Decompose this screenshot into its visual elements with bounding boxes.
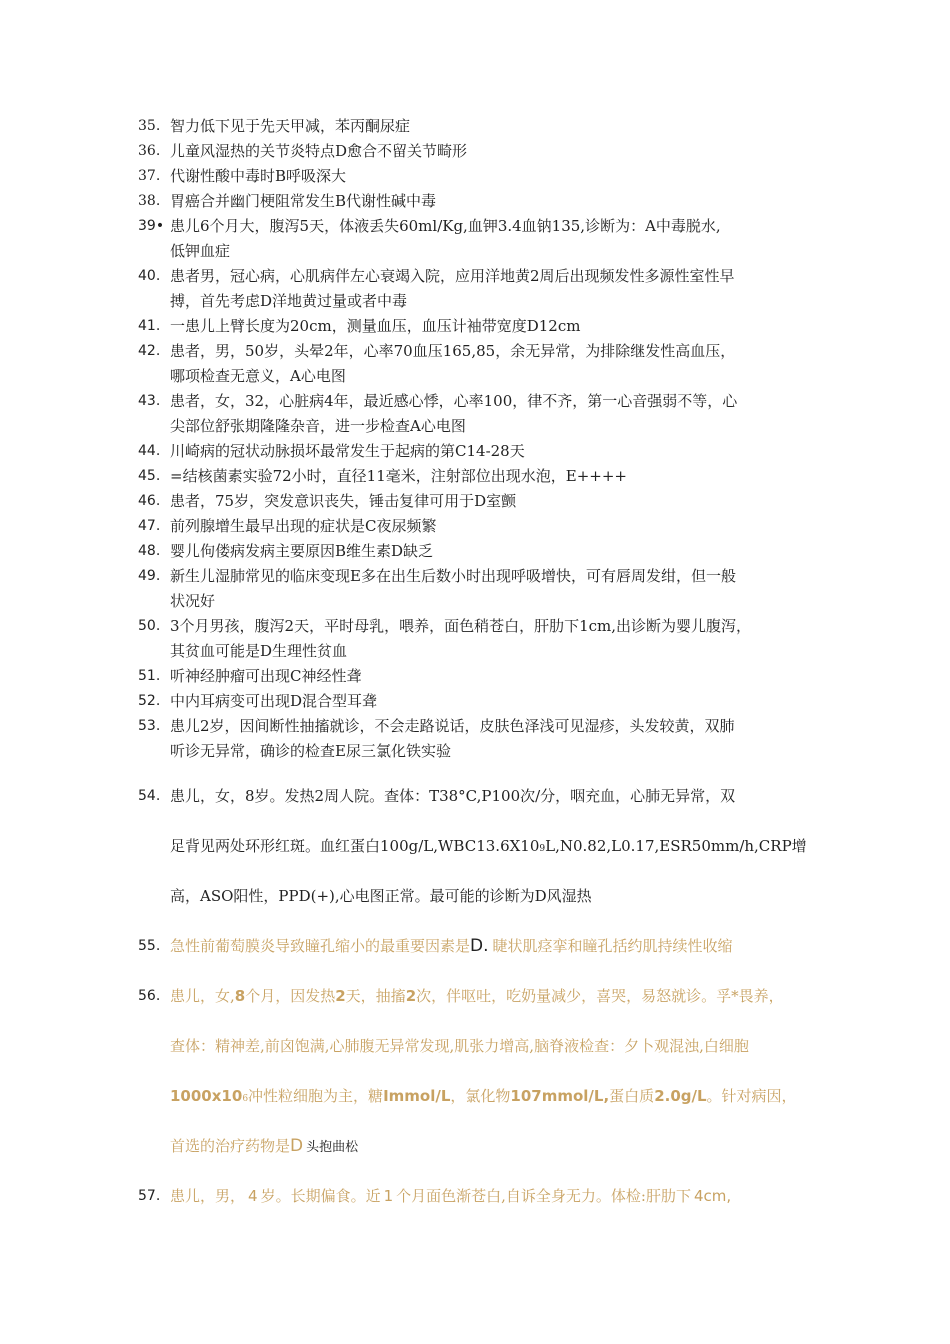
text-fragment: 蛋白质 (609, 1087, 655, 1105)
question-text-line: 低钾血症 (170, 242, 231, 260)
question-text-line: 中内耳病变可出现D混合型耳聋 (170, 692, 378, 710)
question-stem: 首选的治疗药物是 (170, 1137, 291, 1155)
question-number: 44. (138, 443, 161, 459)
question-number: 50. (138, 618, 161, 634)
question-text-line: 听神经肿瘤可出现C神经性聋 (170, 667, 362, 685)
question-number: 41. (138, 318, 161, 334)
text-fragment: 患儿，女, (170, 987, 235, 1005)
question-number: 40. (138, 268, 161, 284)
question-text-line: 婴儿佝偻病发病主要原因B维生素D缺乏 (170, 542, 434, 560)
text-fragment: 。针对病因， (706, 1087, 797, 1105)
text-fragment: 次，伴呕吐，吃奶量减少，喜哭，易怒就诊。孚*畏养， (416, 987, 784, 1005)
question-text-line: 哪项检查无意义，A心电图 (170, 367, 346, 385)
text-fragment: 天，抽搐 (345, 987, 406, 1005)
question-number: 37. (138, 168, 161, 184)
question-text-line (170, 834, 807, 862)
question-text-line: 高，ASO阳性，PPD(+),心电图正常。最可能的诊断为D风湿热 (170, 887, 592, 905)
question-text-line: 智力低下见于先天甲减，苯丙酮尿症 (170, 117, 411, 135)
subscript: 9 (539, 844, 546, 854)
question-number: 43. (138, 393, 161, 409)
question-number: 46. (138, 493, 161, 509)
question-text-line: 川崎病的冠状动脉损坏最常发生于起病的第C14-28天 (170, 442, 525, 460)
question-number: 47. (138, 518, 161, 534)
text-fragment: 个月面色渐苍白,自诉全身无力。体检:肝肋下 (396, 1187, 691, 1205)
text-fragment: 2.0g/L (654, 1087, 707, 1105)
question-number: 48. (138, 543, 161, 559)
text-fragment: 2 (405, 987, 417, 1005)
text-fragment: 107mmol/L, (510, 1087, 610, 1105)
question-text-line (170, 1184, 731, 1209)
text-fragment: ，氯化物 (450, 1087, 511, 1105)
text-fragment: 8 (234, 987, 246, 1005)
subscript: 6 (242, 1094, 249, 1104)
text-fragment: 2 (335, 987, 346, 1005)
text-fragment: L,N0.82,L0.17,ESR50mm/h,CRP增 (545, 837, 807, 855)
question-text-line: 患者男，冠心病，心肌病伴左心衰竭入院，应用洋地黄2周后出现频发性多源性室性早 (170, 267, 735, 285)
question-number: 53. (138, 718, 161, 734)
question-text-line (170, 1084, 797, 1112)
question-text-line: 患者，女，32，心脏病4年，最近感心悸，心率100，律不齐，第一心音强弱不等，心 (170, 392, 738, 410)
question-number: 42. (138, 343, 161, 359)
question-text-line: 一患儿上臂长度为20cm，测量血压，血压计袖带宽度D12cm (170, 317, 581, 335)
question-number: 54. (138, 788, 161, 804)
question-number: 56. (138, 988, 161, 1004)
question-number: 35. (138, 118, 161, 134)
question-stem: 急性前葡萄膜炎导致瞳孔缩小的最重要因素是 (170, 937, 471, 955)
question-text-line: 患儿，女，8岁。发热2周人院。查体：T38°C,P100次/分，咽充血，心肺无异常，双 (170, 787, 736, 805)
text-fragment: 4cm, (693, 1187, 732, 1205)
question-text-line (170, 984, 784, 1009)
answer-letter: D. (470, 936, 489, 956)
question-text-line (170, 1134, 358, 1160)
question-number: 38. (138, 193, 161, 209)
question-text-line: 新生儿湿肺常见的临床变现E多在出生后数小时出现呼吸增快，可有唇周发绀，但一般 (170, 567, 736, 585)
question-text-line: 查体：精神差,前囟饱满,心肺腹无异常发现,肌张力增高,脑脊液检查：夕卜观混浊,白细胞 (170, 1037, 749, 1055)
question-text-line (170, 934, 733, 959)
question-text-line: 搏，首先考虑D洋地黄过量或者中毒 (170, 292, 408, 310)
question-text-line: 听诊无异常，确诊的检查E尿三氯化铁实验 (170, 742, 451, 760)
question-text-line: 胃癌合并幽门梗阻常发生B代谢性碱中毒 (170, 192, 437, 210)
question-number: 51. (138, 668, 161, 684)
text-fragment: 1000x10 (170, 1087, 243, 1105)
question-text-line: 患儿2岁，因间断性抽搐就诊，不会走路说话，皮肤色泽浅可见湿疹，头发较黄，双肺 (170, 717, 735, 735)
question-text-line: 3个月男孩，腹泻2天，平时母乳，喂养，面色稍苍白，肝肋下1cm,出诊断为婴儿腹泻， (170, 617, 752, 635)
text-fragment: 足背见两处环形红斑。血红蛋白100g/L,WBC13.6X10 (170, 837, 540, 855)
question-text-line: 患者，男，50岁，头晕2年，心率70血压165,85，余无异常，为排除继发性高血压， (170, 342, 736, 360)
question-number: 36. (138, 143, 161, 159)
text-fragment: 冲性粒细胞为主，糖 (248, 1087, 384, 1105)
text-fragment: 4 (248, 1187, 258, 1205)
question-text-line: 儿童风湿热的关节炎特点D愈合不留关节畸形 (170, 142, 468, 160)
text-fragment: 岁。长期偏食。近 (260, 1187, 381, 1205)
question-number: 52. (138, 693, 161, 709)
text-fragment: Immol/L (383, 1087, 451, 1105)
question-text-line: 前列腺增生最早出现的症状是C夜尿频繁 (170, 517, 437, 535)
question-text-line: 患者，75岁，突发意识丧失，锤击复律可用于D室颤 (170, 492, 517, 510)
question-text-line: 代谢性酸中毒时B呼吸深大 (170, 167, 347, 185)
text-fragment: 1 (383, 1187, 394, 1205)
question-number: 57. (138, 1188, 161, 1204)
question-text-line: 患儿6个月大，腹泻5天，体液丢失60ml/Kg,血钾3.4血钠135,诊断为：A中毒脱水, (170, 217, 721, 235)
question-text-line: =结核菌素实验72小时，直径11毫米，注射部位出现水泡，E++++ (170, 467, 627, 485)
answer-text: 头抱曲松 (306, 1140, 359, 1155)
question-text-line: 其贫血可能是D生理性贫血 (170, 642, 348, 660)
text-fragment: 患儿，男， (170, 1187, 246, 1205)
answer-text: 睫状肌痉挛和瞳孔括约肌持续性收缩 (492, 937, 733, 955)
question-number: 49. (138, 568, 161, 584)
answer-letter: D (290, 1136, 304, 1156)
question-text-line: 状况好 (170, 592, 216, 610)
question-number: 55. (138, 938, 161, 954)
question-number: 45. (138, 468, 161, 484)
text-fragment: 个月，因发热 (245, 987, 336, 1005)
question-number: 39• (138, 218, 165, 234)
question-text-line: 尖部位舒张期隆隆杂音，进一步检查A心电图 (170, 417, 466, 435)
